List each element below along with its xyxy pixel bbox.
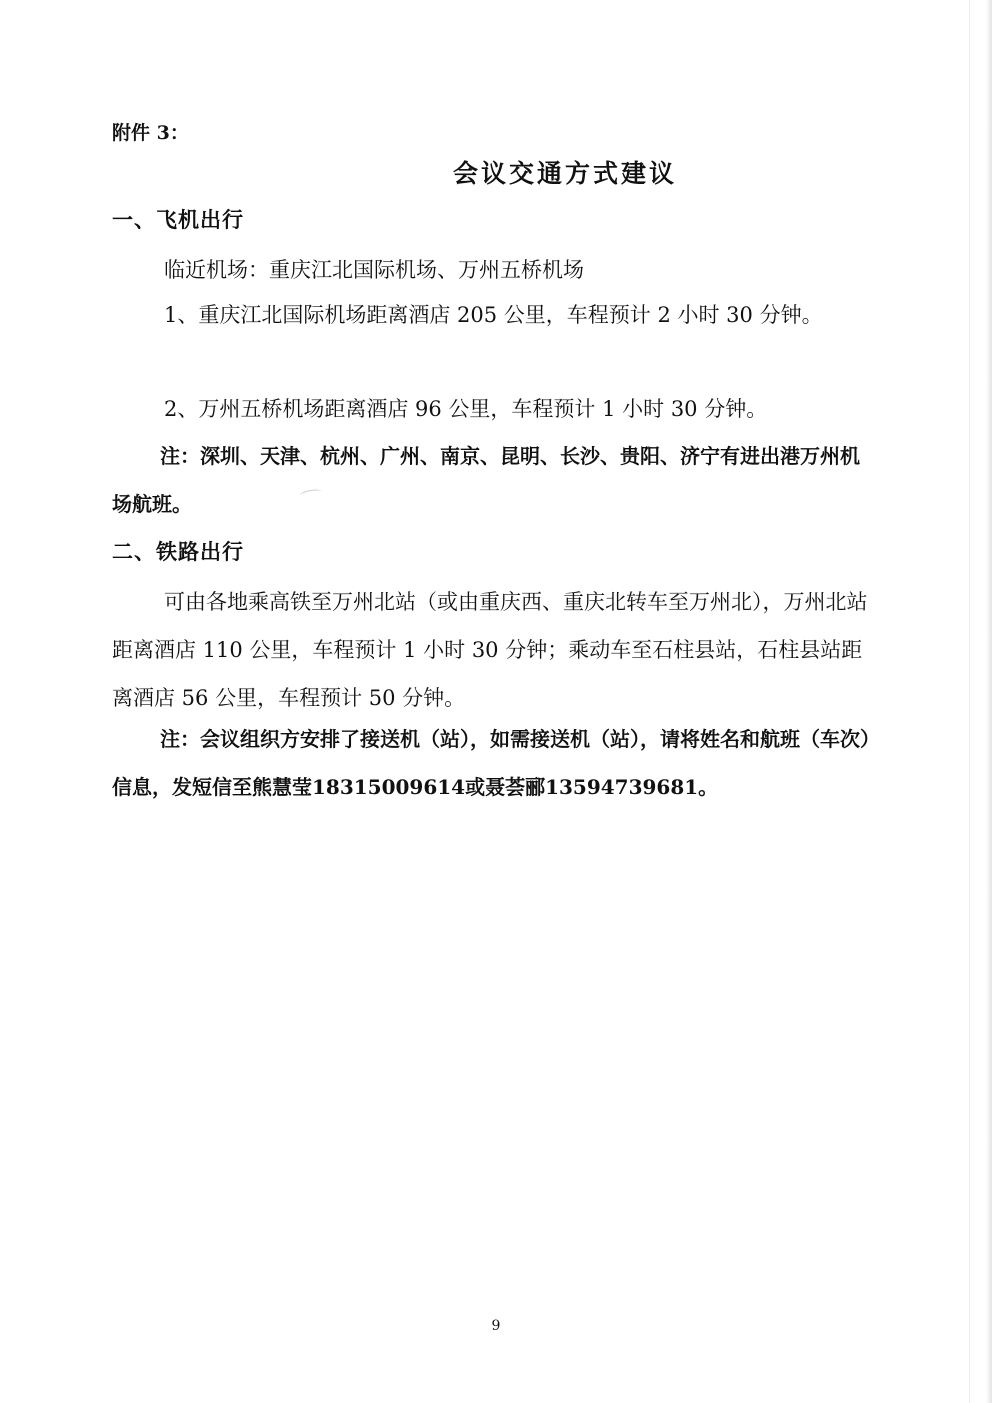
scan-border-line <box>969 0 970 1403</box>
page-title: 会议交通方式建议 <box>452 159 677 188</box>
note-pickup <box>112 715 872 811</box>
rail-text: 可由各地乘高铁至万州北站（或由重庆西、重庆北转车至万州北），万州北站距离酒店 110 公里，车程预计 1 小时 30 分钟；乘动车至石柱县站，石柱县站距离酒店 56 公里，车程预计 50 分钟。 <box>112 590 868 710</box>
page-number: 9 <box>491 1318 501 1334</box>
note-pickup-text: 注：会议组织方安排了接送机（站），如需接送机（站），请将姓名和航班（车次）信息，发短信至熊慧莹18315009614或聂荟郦13594739681。 <box>112 727 870 799</box>
airport-1-text: 1、重庆江北国际机场距离酒店 205 公里，车程预计 2 小时 30 分钟。 <box>164 303 823 327</box>
paragraph-airport-2 <box>112 385 872 433</box>
section-heading-rail: 二、铁路出行 <box>112 539 244 564</box>
paragraph-rail <box>112 578 872 722</box>
note-flights-text: 注：深圳、天津、杭州、广州、南京、昆明、长沙、贵阳、济宁有进出港万州机场航班。 <box>112 444 860 516</box>
paragraph-nearby-airports <box>112 246 872 294</box>
airport-2-text: 2、万州五桥机场距离酒店 96 公里，车程预计 1 小时 30 分钟。 <box>164 397 768 421</box>
section-heading-air: 一、飞机出行 <box>112 207 244 232</box>
note-flights <box>112 432 872 528</box>
paragraph-airport-1 <box>112 291 872 339</box>
scan-edge-shadow <box>986 0 992 1403</box>
attachment-label: 附件 3： <box>112 122 189 144</box>
nearby-airports-text: 临近机场：重庆江北国际机场、万州五桥机场 <box>164 258 584 282</box>
